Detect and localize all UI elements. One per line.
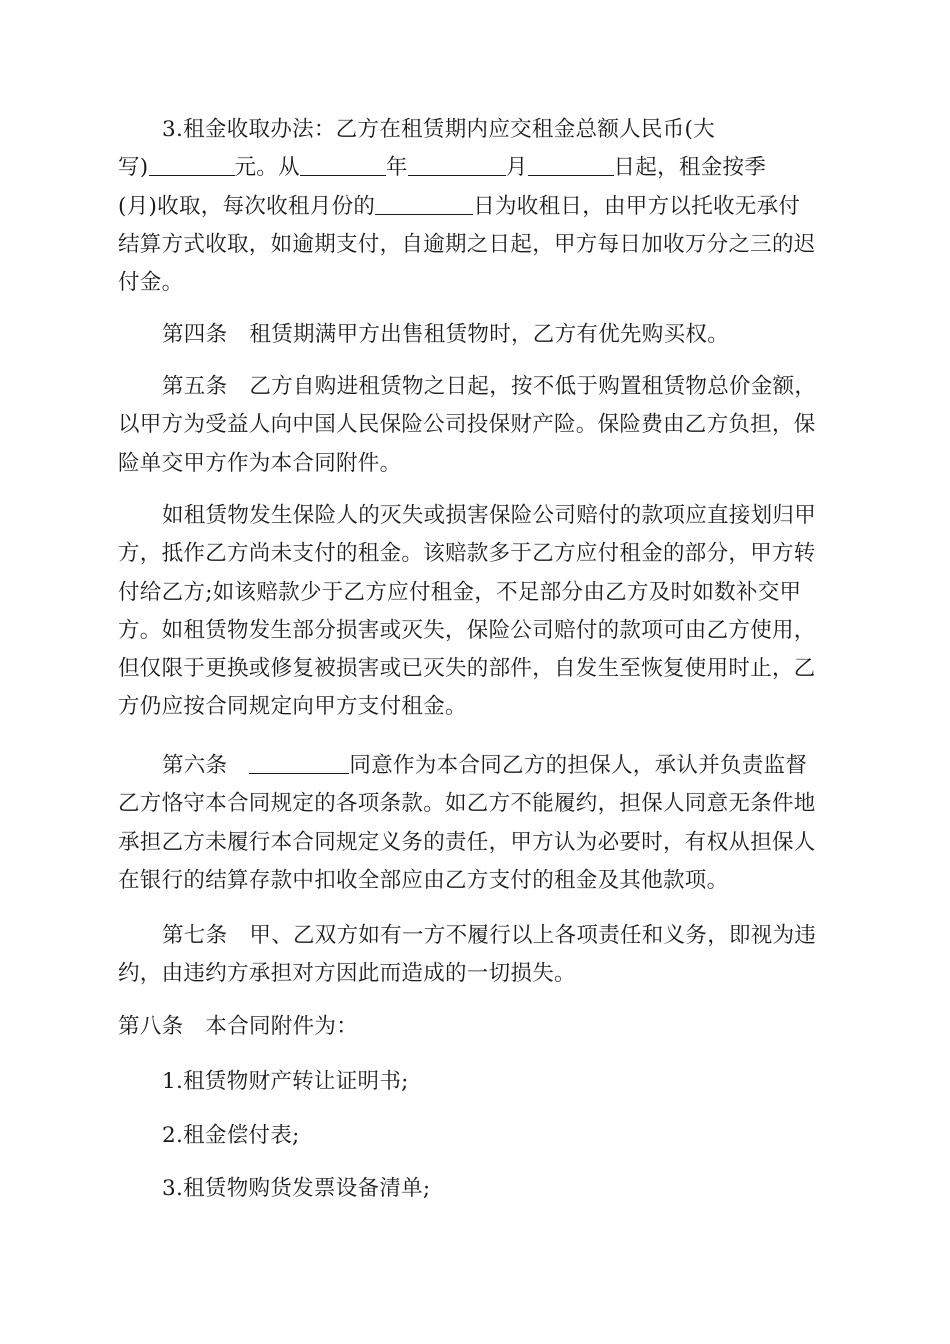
- article-5b-line-6: 方仍应按合同规定向甲方支付租金。: [118, 694, 467, 720]
- article-7-line-2: 约，由违约方承担对方因此而造成的一切损失。: [118, 961, 576, 987]
- article-4: [118, 316, 834, 354]
- attachment-item-2: 2.租金偿付表;: [162, 1123, 300, 1148]
- blank-guarantor: [249, 751, 349, 774]
- article-5b-line-1: 如租赁物发生保险人的灭失或损害保险公司赔付的款项应直接划归甲: [162, 503, 817, 528]
- article-5b-line-3: 付给乙方;如该赔款少于乙方应付租金，不足部分由乙方及时如数补交甲: [118, 579, 802, 605]
- article-6-line-1: 同意作为本合同乙方的担保人，承认并负责监督: [349, 753, 808, 778]
- article-5-line-2: 以甲方为受益人向中国人民保险公司投保财产险。保险费由乙方负担，保: [118, 412, 816, 438]
- article-5b-line-5: 但仅限于更换或修复被损害或已灭失的部件，自发生至恢复使用时止，乙: [118, 656, 816, 682]
- clause-3-line-4: 结算方式收取，如逾期支付，自逾期之日起，甲方每日加收万分之三的迟: [118, 231, 816, 257]
- article-7: [118, 917, 834, 994]
- article-6: [118, 747, 834, 900]
- article-5-line-1: 乙方自购进租赁物之日起，按不低于购置租赁物总价金额，: [249, 374, 817, 399]
- article-6-line-4: 在银行的结算存款中扣收全部应由乙方支付的租金及其他款项。: [118, 867, 729, 893]
- blank-year: [300, 153, 386, 176]
- article-8: [118, 1008, 834, 1046]
- article-8-text: 本合同附件为：: [205, 1014, 359, 1039]
- article-5: [118, 368, 834, 483]
- article-6-line-3: 承担乙方未履行本合同规定义务的责任，甲方认为必要时，有权从担保人: [118, 829, 816, 855]
- article-8-label: 第八条: [118, 1014, 184, 1039]
- clause-3-line-3: (月)收取，每次收租月份的 日为收租日，由甲方以托收无承付: [118, 193, 801, 219]
- article-6-label: 第六条: [162, 753, 228, 778]
- article-5-line-3: 险单交甲方作为本合同附件。: [118, 450, 402, 476]
- blank-day: [528, 153, 614, 176]
- article-4-text: 租赁期满甲方出售租赁物时，乙方有优先购买权。: [249, 322, 730, 347]
- article-5-insurance-paragraph: [118, 497, 834, 727]
- clause-3-line-5: 付金。: [118, 270, 184, 296]
- blank-amount: [149, 153, 235, 176]
- attachment-item-1: 1.租赁物财产转让证明书;: [162, 1069, 409, 1094]
- clause-3-line-1: 3.租金收取办法：乙方在租赁期内应交租金总额人民币(大: [162, 117, 716, 142]
- article-7-line-1: 甲、乙双方如有一方不履行以上各项责任和义务，即视为违: [249, 923, 817, 948]
- attachment-item-3: 3.租赁物购货发票设备清单;: [162, 1176, 431, 1201]
- article-6-line-2: 乙方恪守本合同规定的各项条款。如乙方不能履约，担保人同意无条件地: [118, 791, 816, 817]
- blank-month: [408, 153, 506, 176]
- blank-collection-day: [375, 192, 473, 215]
- article-5b-line-2: 方，抵作乙方尚未支付的租金。该赔款多于乙方应付租金的部分，甲方转: [118, 541, 816, 567]
- article-4-label: 第四条: [162, 322, 228, 347]
- clause-3-rent-collection: [118, 111, 834, 302]
- article-5-label: 第五条: [162, 374, 228, 399]
- article-5b-line-4: 方。如租赁物发生部分损害或灭失，保险公司赔付的款项可由乙方使用，: [118, 617, 816, 643]
- article-7-label: 第七条: [162, 923, 228, 948]
- clause-3-line-2: 写) 元。从 年 月 日起，租金按季: [118, 155, 767, 181]
